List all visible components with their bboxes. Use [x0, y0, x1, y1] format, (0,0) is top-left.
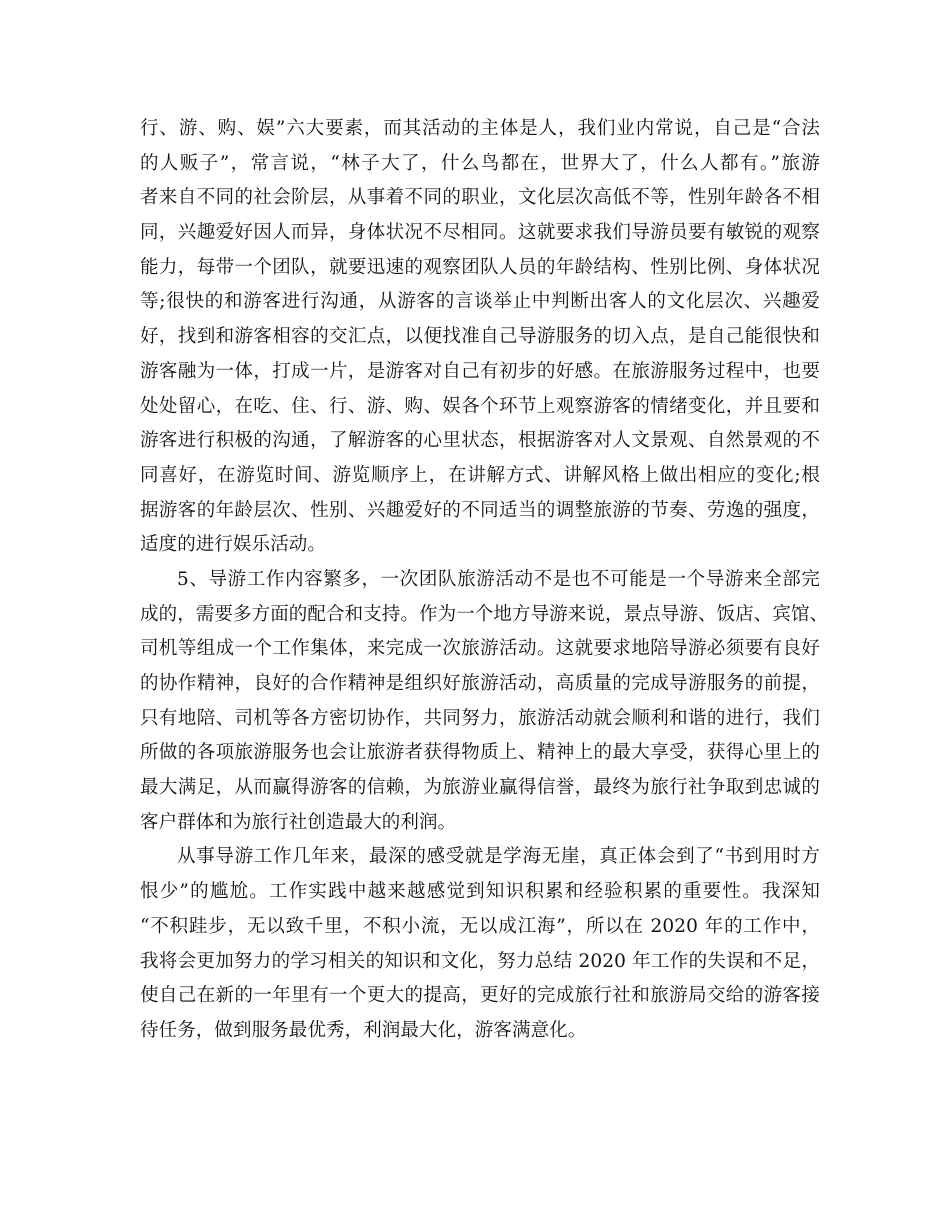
text-line: 只有地陪、司机等各方密切协作，共同努力，旅游活动就会顺利和谐的进行，我们 — [140, 707, 820, 729]
text-line: 适度的进行娱乐活动。 — [140, 534, 327, 556]
paragraph — [140, 840, 820, 1048]
text-line: 客户群体和为旅行社创造最大的利润。 — [140, 811, 457, 833]
text-line: 能力，每带一个团队，就要迅速的观察团队人员的年龄结构、性别比例、身体状况 — [140, 256, 820, 278]
text-line: 游客融为一体，打成一片，是游客对自己有初步的好感。在旅游服务过程中，也要 — [140, 360, 820, 382]
text-line: “不积跬步，无以致千里，不积小流，无以成江海”，所以在 2020 年的工作中， — [140, 915, 820, 937]
text-line: 行、游、购、娱”六大要素，而其活动的主体是人，我们业内常说，自己是“合法 — [140, 118, 820, 139]
text-line: 司机等组成一个工作集体，来完成一次旅游活动。这就要求地陪导游必须要有良好 — [140, 638, 820, 660]
text-line: 者来自不同的社会阶层，从事着不同的职业，文化层次高低不等，性别年龄各不相 — [140, 187, 820, 209]
paragraph — [140, 563, 829, 841]
text-line: 处处留心，在吃、住、行、游、购、娱各个环节上观察游客的情绪变化，并且要和 — [140, 395, 820, 417]
text-line: 游客进行积极的沟通，了解游客的心里状态，根据游客对人文景观、自然景观的不 — [140, 430, 820, 452]
text-line: 的协作精神，良好的合作精神是组织好旅游活动，高质量的完成导游服务的前提， — [140, 673, 820, 694]
text-line: 的人贩子”，常言说，“林子大了，什么鸟都在，世界大了，什么人都有。”旅游 — [140, 152, 820, 174]
text-line: 待任务，做到服务最优秀，利润最大化，游客满意化。 — [140, 1019, 587, 1041]
text-line: 好，找到和游客相容的交汇点，以便找准自己导游服务的切入点，是自己能很快和 — [140, 326, 820, 348]
text-line: 我将会更加努力的学习相关的知识和文化，努力总结 2020 年工作的失误和不足， — [140, 950, 820, 972]
text-line: 同，兴趣爱好因人而异，身体状况不尽相同。这就要求我们导游员要有敏锐的观察 — [140, 222, 820, 244]
text-line: 等;很快的和游客进行沟通，从游客的言谈举止中判断出客人的文化层次、兴趣爱 — [140, 291, 820, 313]
text-line: 从事导游工作几年来，最深的感受就是学海无崖，真正体会到了“书到用时方 — [177, 846, 820, 868]
text-line: 使自己在新的一年里有一个更大的提高，更好的完成旅行社和旅游局交给的游客接 — [140, 985, 820, 1007]
text-line: 恨少”的尴尬。工作实践中越来越感觉到知识积累和经验积累的重要性。我深知 — [140, 881, 820, 903]
text-line: 所做的各项旅游服务也会让旅游者获得物质上、精神上的最大享受，获得心里上的 — [140, 742, 820, 764]
text-line: 5、导游工作内容繁多，一次团队旅游活动不是也不可能是一个导游来全部完 — [177, 568, 820, 590]
text-line: 同喜好，在游览时间、游览顺序上，在讲解方式、讲解风格上做出相应的变化;根 — [140, 464, 820, 486]
document-body — [140, 112, 829, 1049]
text-line: 最大满足，从而赢得游客的信赖，为旅游业赢得信誉，最终为旅行社争取到忠诚的 — [140, 777, 820, 799]
text-line: 据游客的年龄层次、性别、兴趣爱好的不同适当的调整旅游的节奏、劳逸的强度， — [140, 499, 820, 521]
text-line: 成的，需要多方面的配合和支持。作为一个地方导游来说，景点导游、饭店、宾馆、 — [140, 603, 829, 625]
paragraph — [140, 112, 820, 563]
